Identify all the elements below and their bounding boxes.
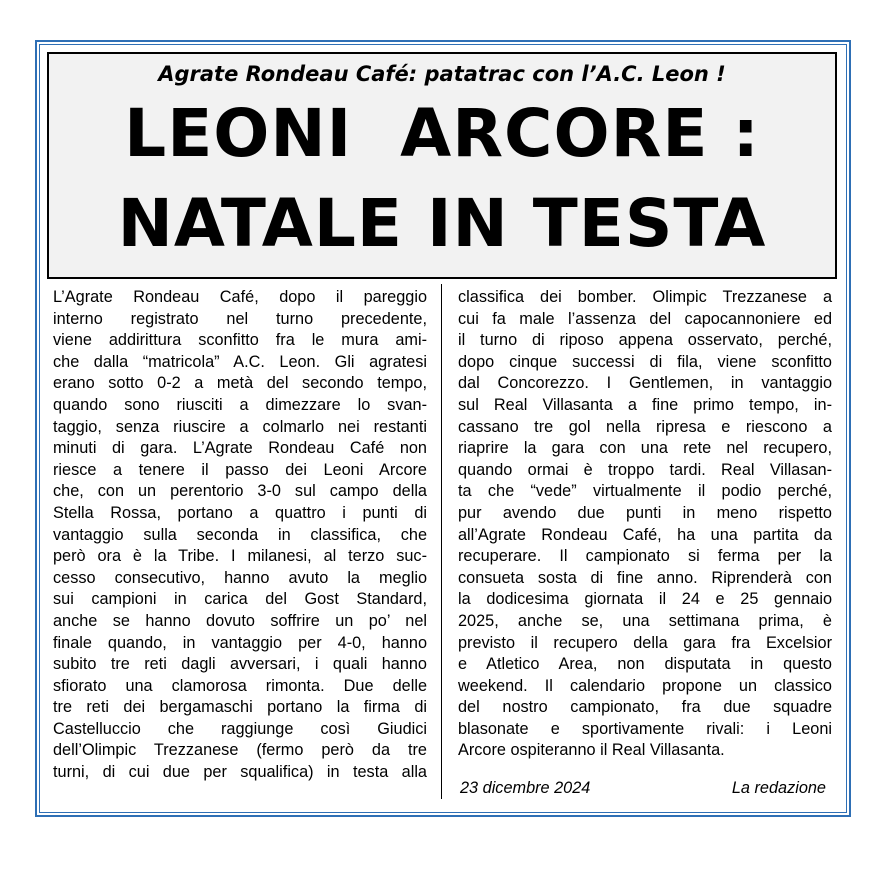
text-line: che dalla “matricola” A.C. Leon. Gli agratesi (53, 352, 427, 371)
text-line: la dodicesima giornata il 24 e 25 gennaio (458, 590, 832, 609)
text-line: dal Concorezzo. I Gentlemen, in vantaggio (458, 374, 832, 393)
text-line: riesce a tenere il passo dei Leoni Arcore (53, 460, 427, 479)
text-line: turni, di cui due per squalifica) in testa alla (53, 763, 427, 782)
text-line: sfiorato una clamorosa rimonta. Due delle (53, 676, 427, 695)
text-line: viene addirittura sconfitto fra le mura ami- (53, 331, 427, 350)
text-line: erano sotto 0-2 a metà del secondo tempo, (53, 374, 427, 393)
right-column (458, 287, 832, 762)
text-line: Stella Rossa, portano a quattro i punti di (53, 503, 427, 522)
article-date: 23 dicembre 2024 (460, 779, 591, 797)
text-line: e Atletico Area, non disputata in questo (458, 655, 832, 674)
text-line: Castelluccio che raggiunge così Giudici (53, 719, 427, 738)
text-line: minuti di gara. L’Agrate Rondeau Café non (53, 439, 427, 458)
headline-line-2: NATALE IN TESTA (117, 185, 767, 262)
text-line: quando ormai è troppo tardi. Real Villasan- (458, 460, 832, 479)
article-author: La redazione (731, 779, 826, 797)
text-line: però ora è la Tribe. I milanesi, al terzo suc- (53, 547, 427, 566)
column-divider (441, 284, 442, 799)
text-line: dell’Olimpic Trezzanese (fermo però da tre (53, 741, 427, 760)
text-line: anche se hanno dovuto soffrire un po’ nel (53, 611, 427, 630)
text-line: sul Real Villasanta a fine primo tempo, in- (458, 395, 832, 414)
header-box (47, 52, 837, 279)
text-line: blasonate e sportivamente rivali: i Leoni (458, 719, 832, 738)
text-line: Arcore ospiteranno il Real Villasanta. (458, 741, 725, 760)
text-line: cesso consecutivo, hanno avuto la meglio (53, 568, 427, 587)
text-line: weekend. Il calendario propone un classico (458, 676, 832, 695)
text-line: vantaggio sulla seconda in classifica, che (53, 525, 427, 544)
headline-line-1: LEONI ARCORE : (124, 95, 760, 172)
text-line: quando sono riusciti a dimezzare lo svan- (53, 395, 427, 414)
text-line: il turno di riposo appena osservato, perché, (458, 331, 832, 350)
text-line: finale quando, in vantaggio per 4-0, hanno (53, 633, 427, 652)
text-line: L’Agrate Rondeau Café, dopo il pareggio (53, 288, 427, 306)
text-line: sui campioni in carica del Gost Standard, (53, 590, 427, 609)
text-line: 2025, anche se, una settimana prima, è (458, 611, 832, 630)
text-line: recuperare. Il campionato si ferma per la (458, 547, 832, 566)
text-line: cui fa male l’assenza del capocannoniere ed (458, 309, 832, 328)
text-line: tre reti dei bergamaschi portano la firma di (53, 698, 427, 717)
text-line: del nostro campionato, fra due squadre (458, 698, 832, 717)
text-line: cassano tre gol nella ripresa e riescono a (458, 417, 832, 436)
text-line: che, con un perentorio 3-0 sul campo della (53, 482, 427, 501)
article-kicker: Agrate Rondeau Café: patatrac con l’A.C. Leon ! (158, 62, 726, 86)
text-line: pur avendo due punti in meno rispetto (458, 503, 832, 522)
text-line: consueta sosta di fine anno. Riprenderà con (458, 568, 832, 587)
text-line: previsto il recupero della gara fra Excelsior (458, 633, 832, 652)
left-column (53, 287, 427, 784)
text-line: all’Agrate Rondeau Café, ha una partita da (458, 525, 832, 544)
text-line: classifica dei bomber. Olimpic Trezzanese a (458, 288, 832, 306)
text-line: dopo cinque successi di fila, viene sconfitto (458, 352, 832, 371)
text-line: taggio, senza riuscire a colmarlo nei restanti (53, 417, 427, 436)
text-line: subito tre reti dagli avversari, i quali hanno (53, 655, 427, 674)
text-line: riaprire la gara con una rete nel recupero, (458, 439, 832, 458)
text-line: ta che “vede” virtualmente il podio perché, (458, 482, 832, 501)
text-line: interno registrato nel turno precedente, (53, 309, 427, 328)
